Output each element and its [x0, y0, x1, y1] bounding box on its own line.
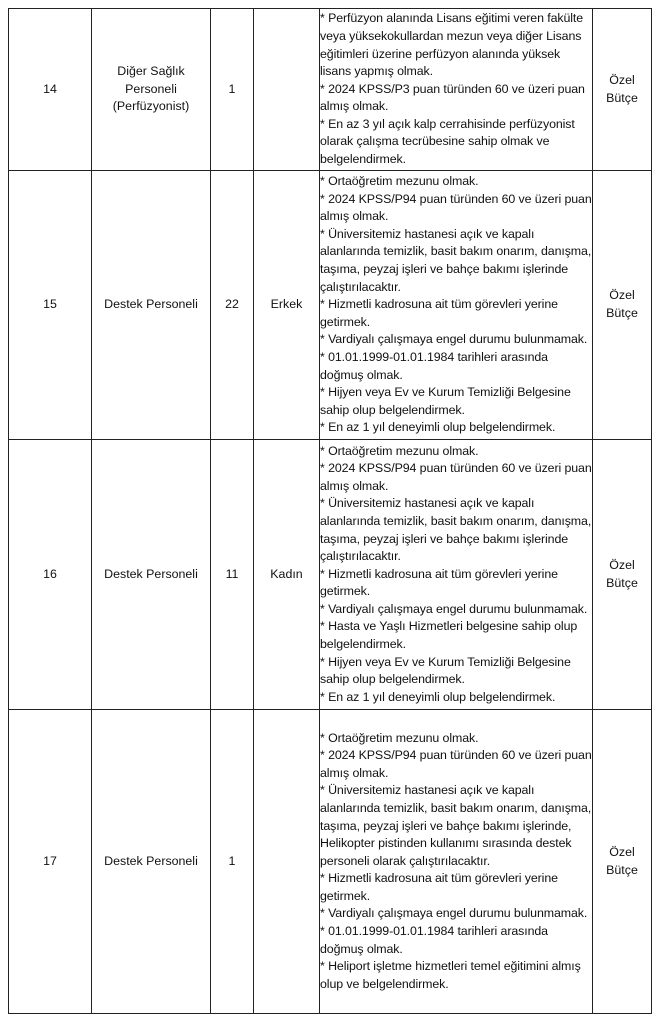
table-row	[9, 440, 652, 710]
budget-line: Özel	[609, 72, 635, 87]
requirement-item: * En az 3 yıl açık kalp cerrahisinde perfüzyonist olarak çalışma tecrübesine sahip olmak ve belgelendirmek.	[320, 116, 575, 167]
unit-title	[92, 710, 211, 1014]
requirement-item: * Heliport işletme hizmetleri temel eğitimini almış olup ve belgelendirmek.	[320, 959, 581, 991]
requirement-item: * Üniversitemiz hastanesi açık ve kapalı alanlarında temizlik, basit bakım onarım, danışma, taşıma, peyzaj işleri ve bahçe bakımı işlerinde çalıştırılacaktır.	[320, 496, 592, 564]
row-number: 14	[9, 9, 92, 171]
table-row	[9, 171, 652, 440]
requirement-item: * Hijyen veya Ev ve Kurum Temizliği Belgesine sahip olup belgelendirmek.	[320, 385, 571, 417]
requirement-item: * Hizmetli kadrosuna ait tüm görevleri yerine getirmek.	[320, 297, 558, 329]
budget-line: Özel	[609, 288, 635, 303]
requirement-item: * Ortaöğretim mezunu olmak.	[320, 443, 479, 458]
unit-title-line: (Perfüzyonist)	[112, 99, 190, 114]
gender-cell	[254, 9, 320, 171]
position-count: 11	[211, 440, 254, 710]
table-row	[9, 9, 652, 171]
table-row	[9, 710, 652, 1014]
requirement-item: * Vardiyalı çalışmaya engel durumu bulunmamak.	[320, 906, 588, 921]
requirement-item: * 2024 KPSS/P94 puan türünden 60 ve üzeri puan almış olmak.	[320, 191, 592, 224]
unit-title	[92, 440, 211, 710]
budget-line: Bütçe	[606, 575, 638, 590]
requirement-item: * 2024 KPSS/P94 puan türünden 60 ve üzeri puan almış olmak.	[320, 461, 592, 493]
budget-line: Bütçe	[606, 90, 638, 105]
row-number: 16	[9, 440, 92, 710]
requirement-item: * 01.01.1999-01.01.1984 tarihleri arasında doğmuş olmak.	[320, 349, 548, 382]
row-number: 17	[9, 710, 92, 1014]
requirement-item: * En az 1 yıl deneyimli olup belgelendirmek.	[320, 689, 556, 704]
requirement-item: * Hasta ve Yaşlı Hizmetleri belgesine sahip olup belgelendirmek.	[320, 619, 578, 652]
gender-cell: Erkek	[254, 171, 320, 440]
requirement-item: * Hijyen veya Ev ve Kurum Temizliği Belgesine sahip olup belgelendirmek.	[320, 654, 571, 687]
budget-line: Bütçe	[606, 862, 638, 877]
requirement-item: * 2024 KPSS/P94 puan türünden 60 ve üzeri puan almış olmak.	[320, 748, 592, 780]
requirement-item: * Vardiyalı çalışmaya engel durumu bulunmamak.	[320, 601, 588, 616]
unit-title	[92, 9, 211, 171]
budget-line: Özel	[609, 844, 635, 859]
requirement-item: * Üniversitemiz hastanesi açık ve kapalı alanlarında temizlik, basit bakım onarım, danışma, taşıma, peyzaj işleri ve bahçe bakımı işlerinde, Helikopter pistinden kullanımı sırasında destek personeli olarak çalıştırılacaktır.	[320, 783, 592, 868]
requirement-item: * Hizmetli kadrosuna ait tüm görevleri yerine getirmek.	[320, 871, 558, 903]
position-count: 1	[211, 9, 254, 171]
requirement-item: * Ortaöğretim mezunu olmak.	[320, 730, 479, 745]
requirement-item: * Hizmetli kadrosuna ait tüm görevleri yerine getirmek.	[320, 566, 558, 599]
unit-title-line: Personeli	[125, 81, 177, 96]
requirement-item: * 01.01.1999-01.01.1984 tarihleri arasında doğmuş olmak.	[320, 924, 548, 956]
position-count: 1	[211, 710, 254, 1014]
row-number: 15	[9, 171, 92, 440]
position-count: 22	[211, 171, 254, 440]
unit-title	[92, 171, 211, 440]
document-page	[8, 0, 651, 1024]
requirements-cell	[320, 171, 593, 440]
requirement-item: * 2024 KPSS/P3 puan türünden 60 ve üzeri puan almış olmak.	[320, 81, 585, 114]
gender-cell	[254, 710, 320, 1014]
budget-cell	[593, 710, 652, 1014]
budget-line: Bütçe	[606, 306, 638, 320]
requirement-item: * Ortaöğretim mezunu olmak.	[320, 174, 479, 189]
gender-cell: Kadın	[254, 440, 320, 710]
budget-cell	[593, 171, 652, 440]
unit-title-line: Destek Personeli	[104, 853, 198, 868]
requirement-item: * Perfüzyon alanında Lisans eğitimi veren fakülte veya yüksekokullardan mezun veya diğer Lisans eğitimleri üzerine perfüzyon alanında yüksek lisans yapmış olmak.	[320, 11, 584, 79]
budget-cell	[593, 9, 652, 171]
unit-title-line: Destek Personeli	[104, 297, 198, 312]
requirements-cell	[320, 440, 593, 710]
budget-line: Özel	[609, 557, 635, 572]
unit-title-line: Diğer Sağlık	[117, 64, 185, 79]
requirement-item: * Üniversitemiz hastanesi açık ve kapalı alanlarında temizlik, basit bakım onarım, danışma, taşıma, peyzaj işleri ve bahçe bakımı işlerinde çalıştırılacaktır.	[320, 226, 592, 294]
requirements-cell	[320, 710, 593, 1014]
requirements-cell	[320, 9, 593, 171]
requirement-item: * Vardiyalı çalışmaya engel durumu bulunmamak.	[320, 332, 588, 347]
requirement-item: * En az 1 yıl deneyimli olup belgelendirmek.	[320, 420, 556, 435]
unit-title-line: Destek Personeli	[104, 566, 198, 581]
budget-cell	[593, 440, 652, 710]
positions-table	[8, 8, 652, 1014]
